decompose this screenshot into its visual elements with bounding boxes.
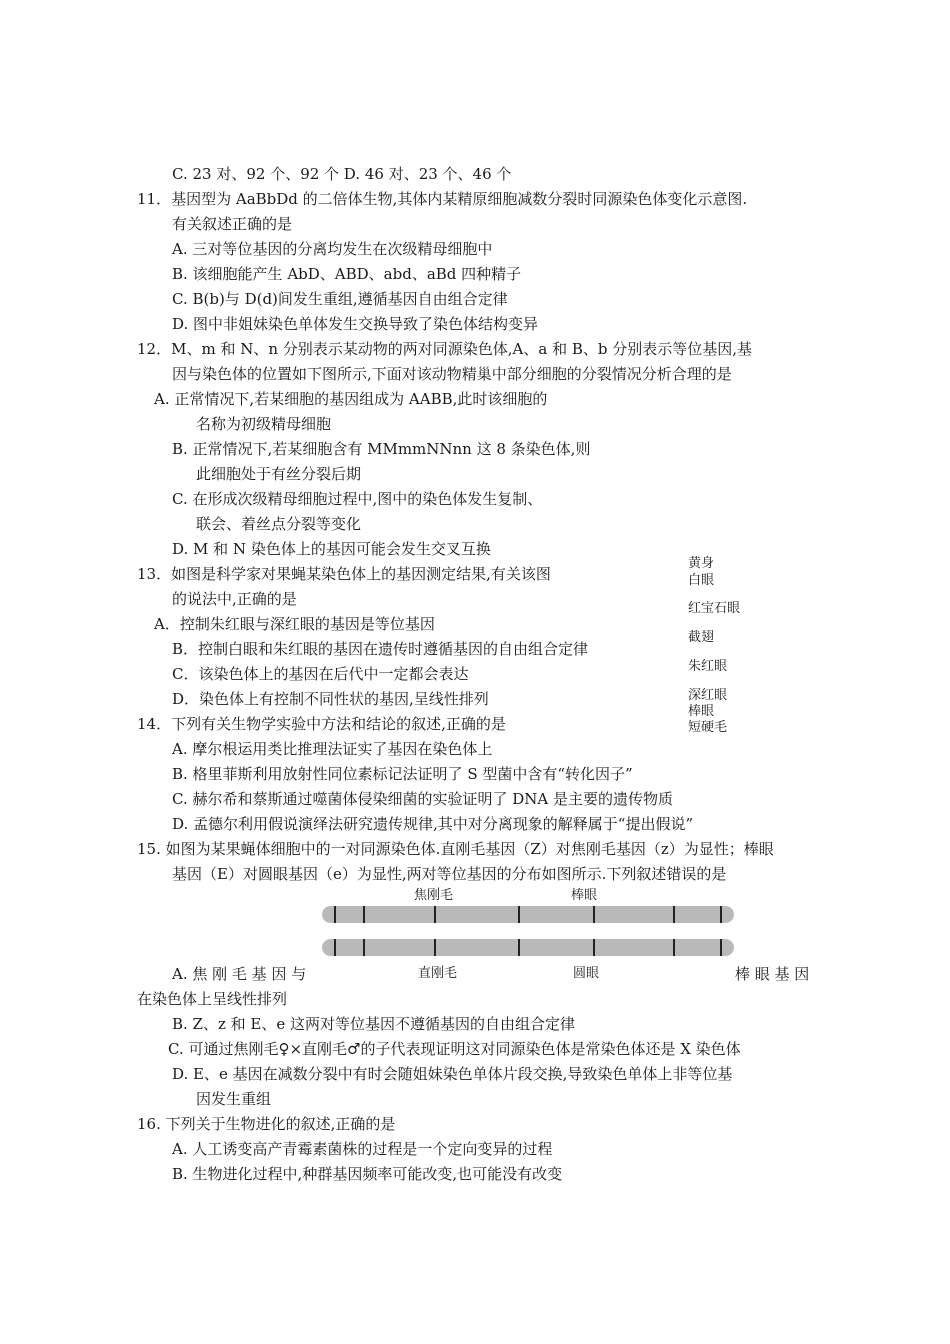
- gene-label-white-eye: 白眼: [688, 573, 715, 588]
- gene-locus-mark: [518, 939, 520, 956]
- q15-option-d: D. E、e 基因在减数分裂中有时会随姐妹染色单体片段交换,导致染色单体上非等位基: [172, 1065, 733, 1083]
- q13-option-d: D．染色体上有控制不同性状的基因,呈线性排列: [172, 690, 489, 708]
- q11-option-b: B. 该细胞能产生 AbD、ABD、abd、aBd 四种精子: [172, 265, 522, 283]
- q12-stem-cont: 因与染色体的位置如下图所示,下面对该动物精巢中部分细胞的分裂情况分析合理的是: [172, 365, 732, 383]
- gene-locus-mark: [593, 939, 595, 956]
- q12-stem: 12．M、m 和 N、n 分别表示某动物的两对同源染色体,A、a 和 B、b 分别表示等位基因,基: [137, 340, 753, 358]
- q16-option-a: A. 人工诱变高产青霉素菌株的过程是一个定向变异的过程: [172, 1140, 553, 1158]
- q16-stem: 16. 下列关于生物进化的叙述,正确的是: [137, 1115, 396, 1133]
- q14-option-b: B. 格里菲斯利用放射性同位素标记法证明了 S 型菌中含有“转化因子”: [172, 765, 633, 783]
- q11-option-a: A. 三对等位基因的分离均发生在次级精母细胞中: [172, 240, 493, 258]
- gene-locus-mark: [363, 939, 365, 956]
- q12-option-b: B. 正常情况下,若某细胞含有 MMmmNNnn 这 8 条染色体,则: [172, 440, 591, 458]
- q16-option-b: B. 生物进化过程中,种群基因频率可能改变,也可能没有改变: [172, 1165, 563, 1183]
- q13-stem: 13．如图是科学家对果蝇某染色体上的基因测定结果,有关该图: [137, 565, 551, 583]
- label-scorched-bristle: 焦刚毛: [414, 888, 454, 903]
- q12-option-a: A. 正常情况下,若某细胞的基因组成为 AABB,此时该细胞的: [154, 390, 548, 408]
- q11-stem: 11．基因型为 AaBbDd 的二倍体生物,其体内某精原细胞减数分裂时同源染色体变化示意图.: [137, 190, 748, 208]
- label-round-eye: 圆眼: [573, 966, 600, 981]
- gene-locus-mark: [720, 906, 722, 923]
- q14-option-c: C. 赫尔希和蔡斯通过噬菌体侵染细菌的实验证明了 DNA 是主要的遗传物质: [172, 790, 674, 808]
- chromosome-bottom: [322, 939, 734, 956]
- gene-locus-mark: [334, 939, 336, 956]
- q11-option-d: D. 图中非姐妹染色单体发生交换导致了染色体结构变异: [172, 315, 539, 333]
- q15-option-a-right: 棒 眼 基 因: [735, 965, 810, 983]
- gene-locus-mark: [518, 906, 520, 923]
- gene-label-ruby-eye: 红宝石眼: [688, 601, 741, 616]
- q13-stem-cont: 的说法中,正确的是: [172, 590, 297, 608]
- gene-locus-mark: [434, 939, 436, 956]
- gene-label-yellow-body: 黄身: [688, 556, 715, 571]
- gene-label-deep-red-eye: 深红眼: [688, 688, 728, 703]
- chromosome-top: [322, 906, 734, 923]
- q12-option-a-cont: 名称为初级精母细胞: [196, 415, 332, 433]
- gene-locus-mark: [673, 906, 675, 923]
- q13-option-c: C．该染色体上的基因在后代中一定都会表达: [172, 665, 469, 683]
- gene-locus-mark: [593, 906, 595, 923]
- q14-option-d: D. 孟德尔利用假说演绎法研究遗传规律,其中对分离现象的解释属于“提出假说”: [172, 815, 694, 833]
- gene-label-short-bristle: 短硬毛: [688, 720, 728, 735]
- gene-locus-mark: [720, 939, 722, 956]
- q15-stem-cont: 基因（E）对圆眼基因（e）为显性,两对等位基因的分布如图所示.下列叙述错误的是: [172, 865, 727, 883]
- gene-label-cut-wing: 截翅: [688, 630, 715, 645]
- q12-option-c-cont: 联会、着丝点分裂等变化: [196, 515, 362, 533]
- q13-option-b: B．控制白眼和朱红眼的基因在遗传时遵循基因的自由组合定律: [172, 640, 589, 658]
- gene-locus-mark: [434, 906, 436, 923]
- q13-option-a: A．控制朱红眼与深红眼的基因是等位基因: [154, 615, 435, 633]
- q15-option-b: B. Z、z 和 E、e 这两对等位基因不遵循基因的自由组合定律: [172, 1015, 576, 1033]
- gene-locus-mark: [363, 906, 365, 923]
- q15-stem: 15. 如图为某果蝇体细胞中的一对同源染色体.直刚毛基因（Z）对焦刚毛基因（z）为显性；棒眼: [137, 840, 774, 858]
- label-bar-eye: 棒眼: [571, 888, 598, 903]
- gene-label-bar-eye: 棒眼: [688, 704, 715, 719]
- q12-option-d: D. M 和 N 染色体上的基因可能会发生交叉互换: [172, 540, 491, 558]
- q15-option-c: C. 可通过焦刚毛♀×直刚毛♂的子代表现证明这对同源染色体是常染色体还是 X 染色体: [168, 1040, 741, 1058]
- q12-option-b-cont: 此细胞处于有丝分裂后期: [196, 465, 362, 483]
- q11-stem-cont: 有关叙述正确的是: [172, 215, 293, 233]
- q10-options-cd: C. 23 对、92 个、92 个 D. 46 对、23 个、46 个: [172, 165, 512, 183]
- q14-stem: 14．下列有关生物学实验中方法和结论的叙述,正确的是: [137, 715, 506, 733]
- gene-locus-mark: [334, 906, 336, 923]
- q12-option-c: C. 在形成次级精母细胞过程中,图中的染色体发生复制、: [172, 490, 543, 508]
- q15-option-a-cont: 在染色体上呈线性排列: [137, 990, 288, 1008]
- label-straight-bristle: 直刚毛: [418, 966, 458, 981]
- gene-locus-mark: [673, 939, 675, 956]
- q15-option-a: A. 焦 刚 毛 基 因 与: [172, 965, 307, 983]
- gene-label-vermilion-eye: 朱红眼: [688, 659, 728, 674]
- q15-option-d-cont: 因发生重组: [196, 1090, 272, 1108]
- q14-option-a: A. 摩尔根运用类比推理法证实了基因在染色体上: [172, 740, 493, 758]
- q11-option-c: C. B(b)与 D(d)间发生重组,遵循基因自由组合定律: [172, 290, 508, 308]
